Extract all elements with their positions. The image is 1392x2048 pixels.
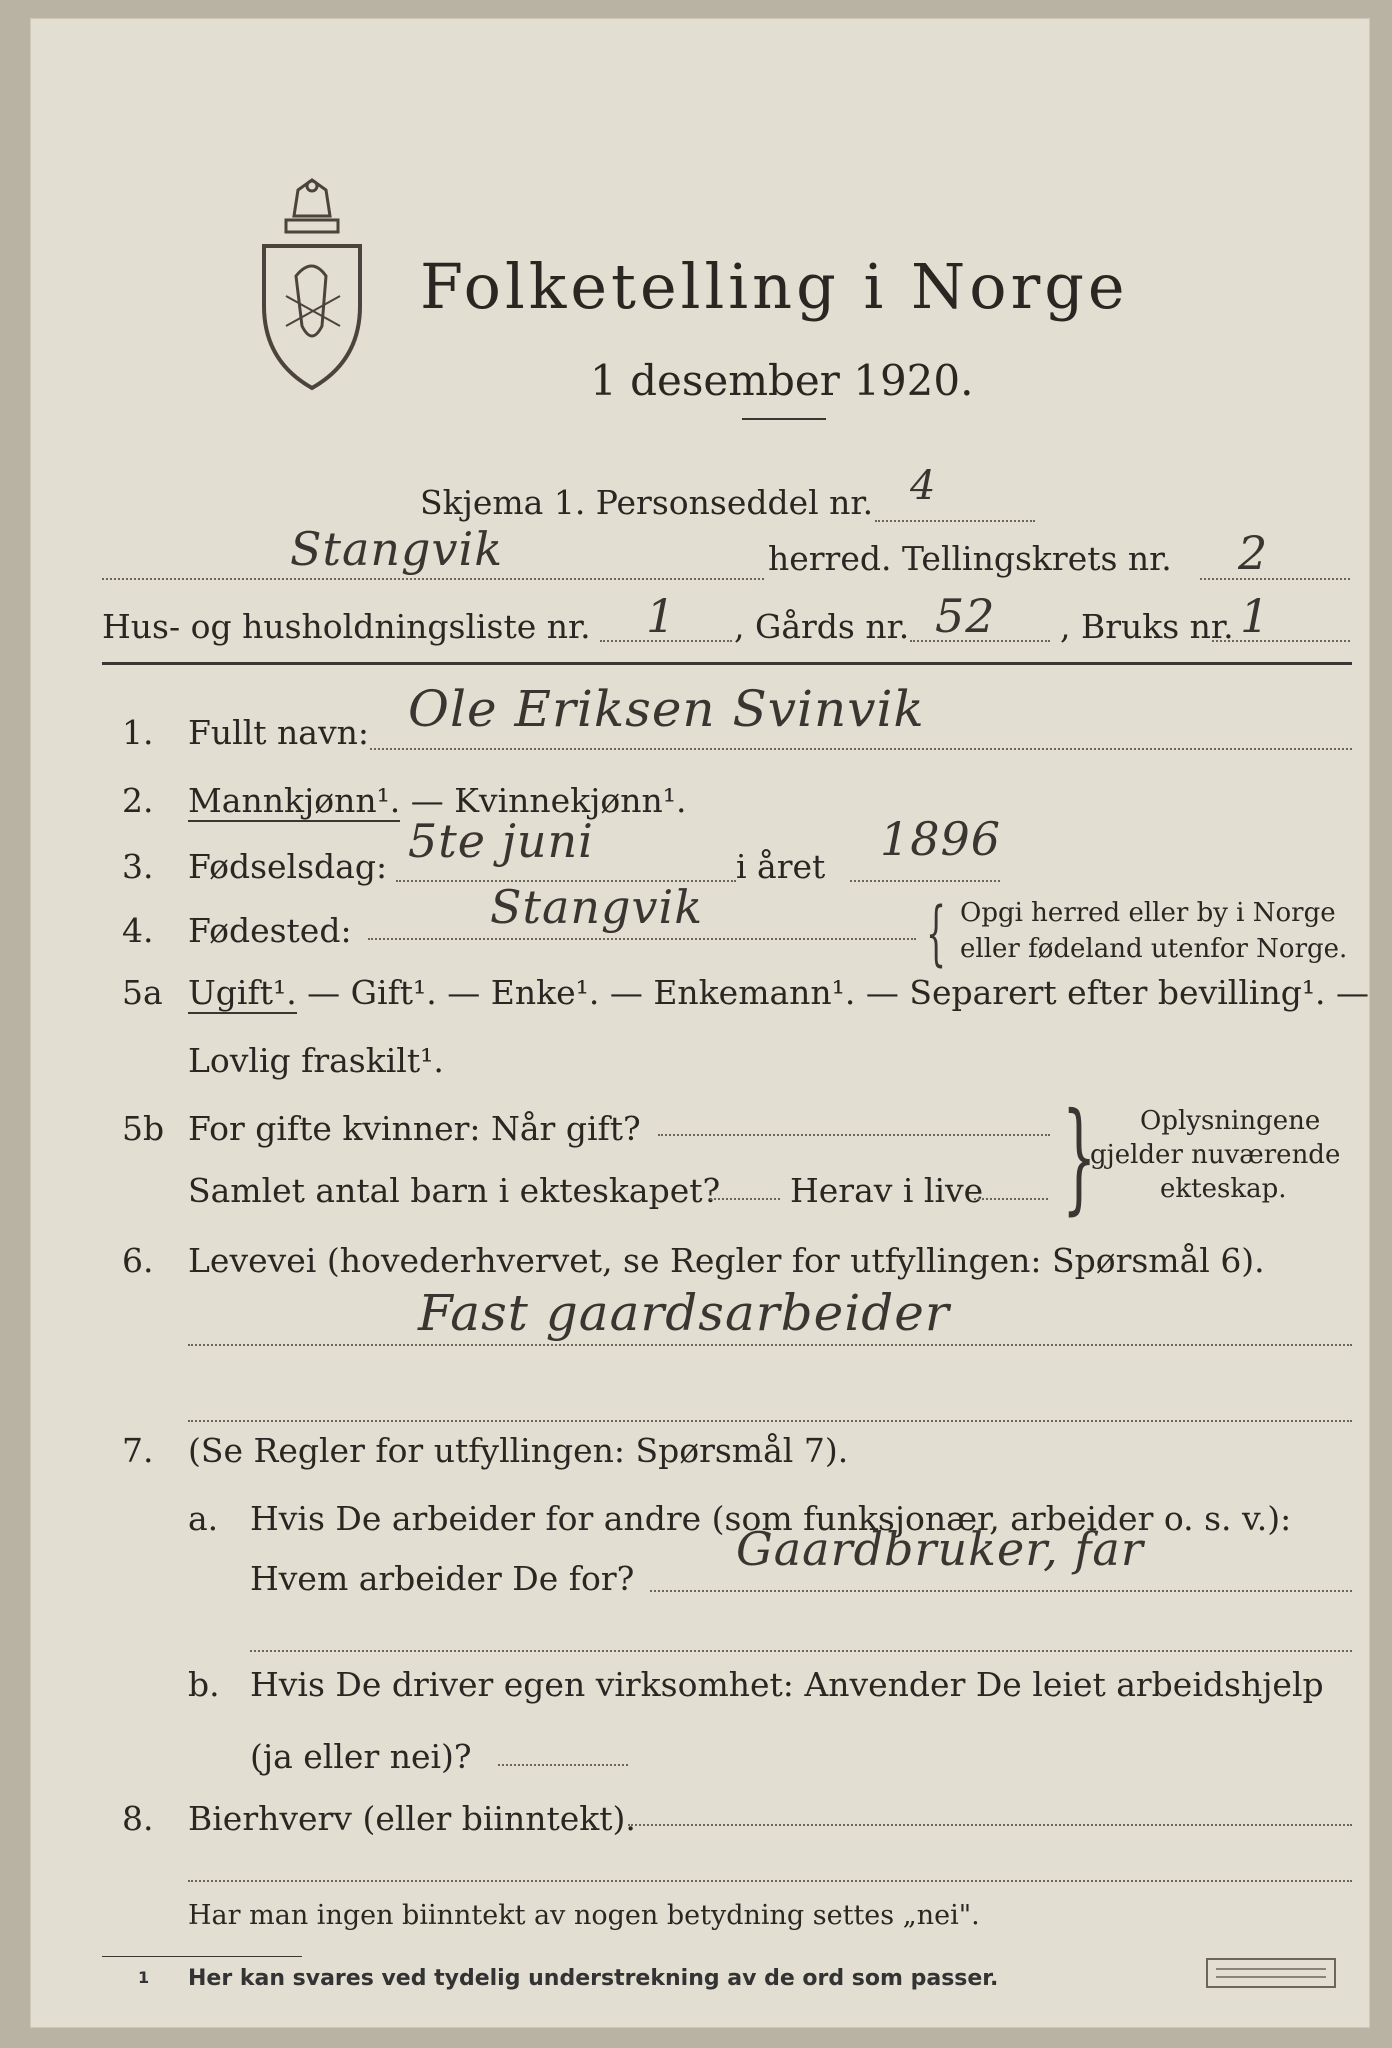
q4-brace: { <box>926 892 947 974</box>
census-form <box>30 18 1370 2028</box>
footnote-text: Her kan svares ved tydelig understrekning av de ord som passer. <box>188 1966 999 1991</box>
schema-label: Skjema 1. Personseddel nr. <box>420 483 874 522</box>
footnote-marker: 1 <box>138 1968 150 1987</box>
q1-value[interactable]: Ole Eriksen Svinvik <box>408 680 925 738</box>
q8-label: Bierhverv (eller biinntekt). <box>188 1799 636 1838</box>
q5b-label-3: Herav i live <box>790 1171 984 1210</box>
q6-number: 6. <box>122 1241 154 1280</box>
husliste-label: Hus- og husholdningsliste nr. <box>102 607 591 646</box>
option-mannkjonn[interactable]: Mannkjønn¹. <box>188 781 401 820</box>
printer-stamp <box>1206 1958 1336 1988</box>
q1-label: Fullt navn: <box>188 713 369 752</box>
q5b-brace: } <box>1062 1088 1097 1227</box>
q5a-number: 5a <box>122 973 163 1012</box>
option-kvinnekjonn[interactable]: Kvinnekjønn¹. <box>454 781 687 820</box>
bruks-label: , Bruks nr. <box>1060 607 1234 646</box>
q3-day-value[interactable]: 5te juni <box>408 814 594 868</box>
q5b-label-2: Samlet antal barn i ekteskapet? <box>188 1171 721 1210</box>
q7-label: (Se Regler for utfyllingen: Spørsmål 7). <box>188 1431 849 1470</box>
q7b-letter: b. <box>188 1665 220 1704</box>
q7a-label-2: Hvem arbeider De for? <box>250 1559 635 1598</box>
bruks-value[interactable]: 1 <box>1240 589 1271 643</box>
gards-label: , Gårds nr. <box>734 607 910 646</box>
q7b-label-2: (ja eller nei)? <box>250 1737 472 1776</box>
q4-note-1: Opgi herred eller by i Norge <box>960 898 1336 928</box>
q3-number: 3. <box>122 847 154 886</box>
q8-number: 8. <box>122 1799 154 1838</box>
q7b-label-1: Hvis De driver egen virksomhet: Anvender De leiet arbeidshjelp <box>250 1665 1324 1704</box>
form-title: Folketelling i Norge <box>420 250 1129 323</box>
q6-label: Levevei (hovederhvervet, se Regler for utfyllingen: Spørsmål 6). <box>188 1241 1265 1280</box>
q6-value[interactable]: Fast gaardsarbeider <box>418 1284 950 1342</box>
husliste-value[interactable]: 1 <box>646 589 677 643</box>
q4-value[interactable]: Stangvik <box>490 880 704 934</box>
q5b-note-3: ekteskap. <box>1160 1174 1287 1204</box>
q3-year-label: i året <box>736 847 826 886</box>
herred-value[interactable]: Stangvik <box>290 522 504 576</box>
q3-year-value[interactable]: 1896 <box>880 812 1002 866</box>
coat-of-arms-icon <box>256 176 368 391</box>
q5b-note-2: gjelder nuværende <box>1090 1140 1341 1170</box>
q5b-note-1: Oplysningene <box>1140 1106 1321 1136</box>
q1-number: 1. <box>122 713 154 752</box>
q2-label: Mannkjønn¹. — Kvinnekjønn¹. <box>188 781 687 820</box>
q7a-letter: a. <box>188 1499 219 1538</box>
q3-label: Fødselsdag: <box>188 847 388 886</box>
q7-number: 7. <box>122 1431 154 1470</box>
tellingskrets-value[interactable]: 2 <box>1238 526 1269 580</box>
footnote-nei: Har man ingen biinntekt av nogen betydning settes „nei". <box>188 1900 980 1931</box>
q5b-label-1: For gifte kvinner: Når gift? <box>188 1109 641 1148</box>
form-date: 1 desember 1920. <box>590 356 974 405</box>
q5a-options-2: Lovlig fraskilt¹. <box>188 1041 444 1080</box>
q4-note-2: eller fødeland utenfor Norge. <box>960 934 1348 964</box>
q7a-value[interactable]: Gaardbruker, far <box>736 1522 1144 1576</box>
option-ugift[interactable]: Ugift¹. <box>188 973 297 1012</box>
q5a-options: Ugift¹. — Gift¹. — Enke¹. — Enkemann¹. — Separert efter bevilling¹. — <box>188 973 1370 1012</box>
q5b-number: 5b <box>122 1109 165 1148</box>
herred-label: herred. Tellingskrets nr. <box>768 539 1172 578</box>
q4-number: 4. <box>122 911 154 950</box>
personseddel-value[interactable]: 4 <box>910 463 937 509</box>
q4-label: Fødested: <box>188 911 352 950</box>
q7a-label-1: Hvis De arbeider for andre (som funksjonær, arbeider o. s. v.): <box>250 1499 1292 1538</box>
gards-value[interactable]: 52 <box>935 589 996 643</box>
q2-number: 2. <box>122 781 154 820</box>
